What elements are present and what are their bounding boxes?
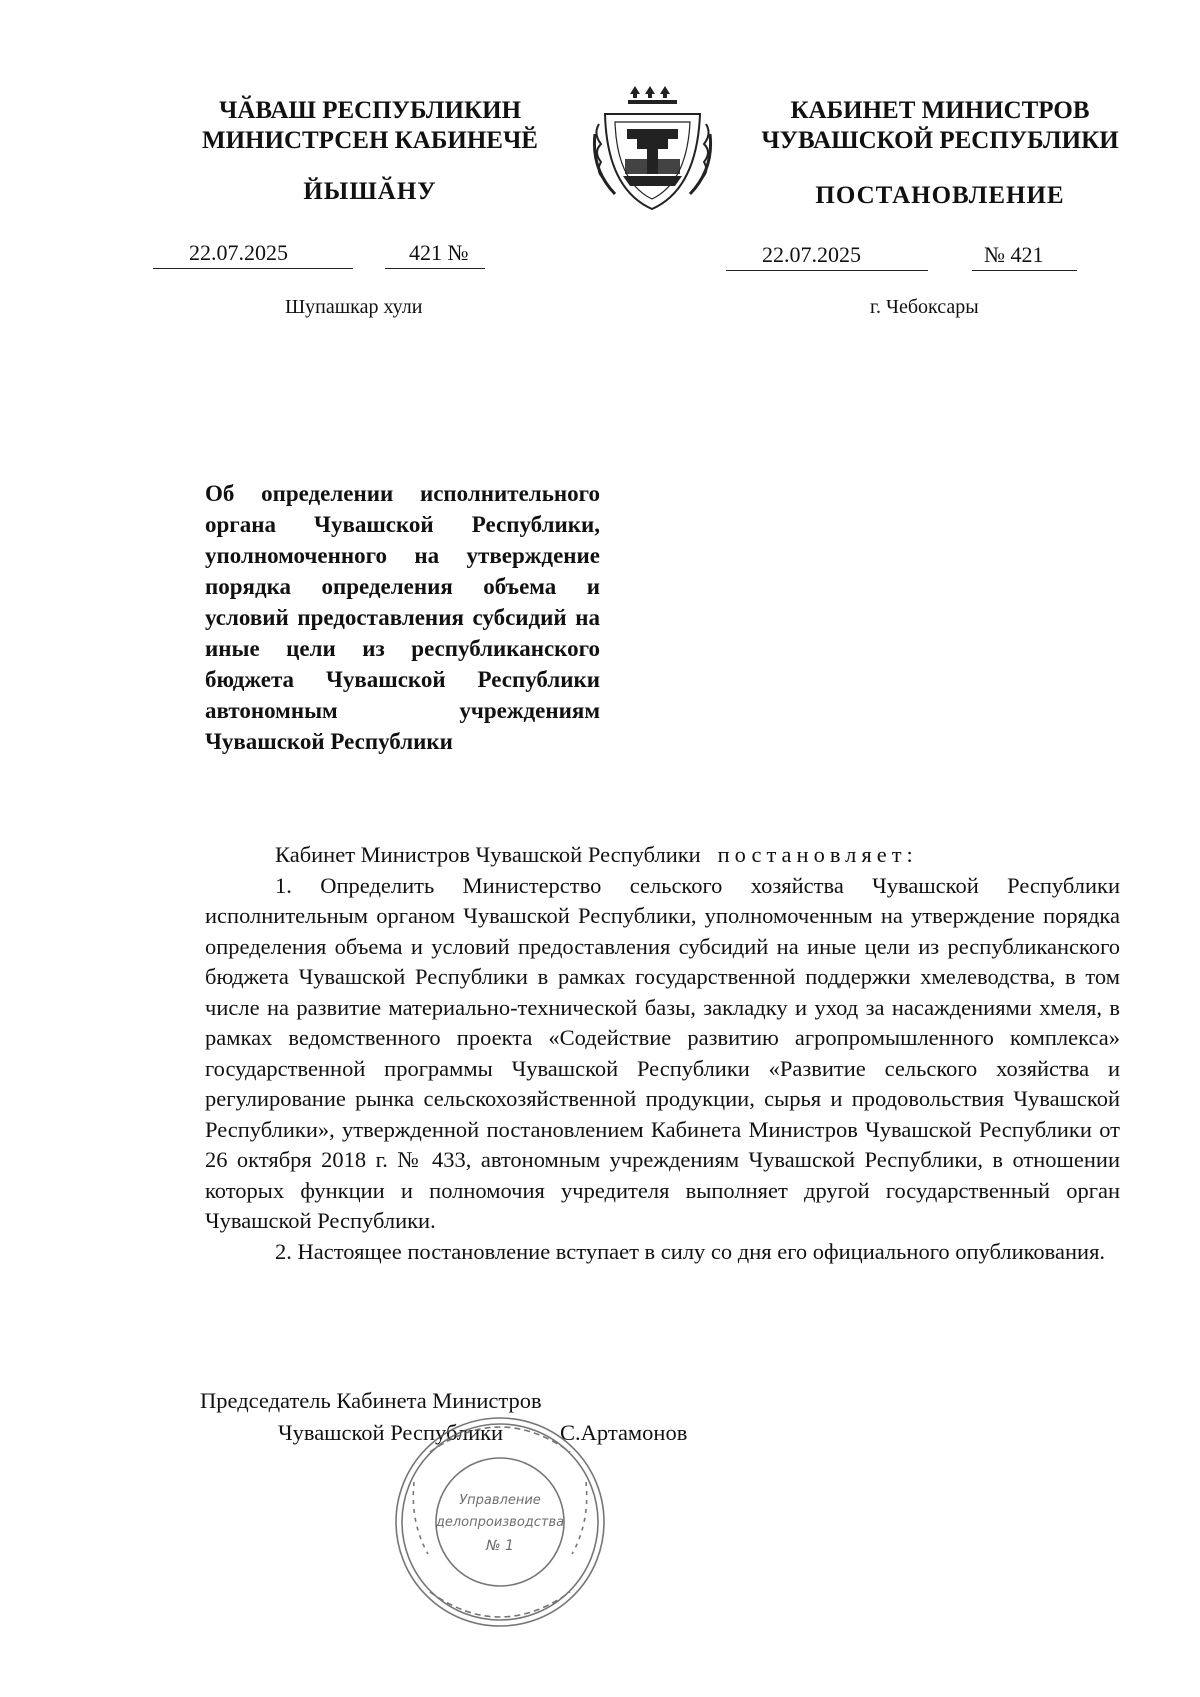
header-ru-line1: КАБИНЕТ МИНИСТРОВ <box>790 97 1090 124</box>
stamp-inner-line2: делопроизводства <box>435 1515 565 1530</box>
preamble-subject: Кабинет Министров Чувашской Республики <box>275 842 701 867</box>
ru-number-line <box>972 242 1077 271</box>
header-cv-doc-type: ЙЫШӐНУ <box>303 178 437 205</box>
cv-date: 22.07.2025 <box>189 240 288 265</box>
preamble <box>205 840 1120 871</box>
ru-place: г. Чебоксары <box>870 296 979 318</box>
signature-position-line2: Чувашской Республики <box>278 1420 504 1445</box>
chuvash-emblem-icon <box>585 74 720 214</box>
cv-place: Шупашкар хули <box>285 296 423 318</box>
header-ru-line2: ЧУВАШСКОЙ РЕСПУБЛИКИ <box>761 127 1119 154</box>
signature-name: С.Артамонов <box>560 1420 688 1445</box>
signature-position-line1: Председатель Кабинета Министров <box>200 1388 542 1413</box>
header-ru <box>740 96 1140 156</box>
header-ru-doc-type: ПОСТАНОВЛЕНИЕ <box>815 182 1065 209</box>
header-cv-line1: ЧӐВАШ РЕСПУБЛИКИН <box>218 97 522 124</box>
ru-date-line <box>726 242 928 271</box>
document-body <box>205 840 1120 1267</box>
item-1: 1. Определить Министерство сельского хозяйства Чувашской Республики исполнительным органом Чувашской Республики, уполномоченным на утверждение порядка определения объема и условий предоставления субсидий на иные цели из республиканского бюджета Чувашской Республики в рамках государственной поддержки хмелеводства, в том числе на развитие материально-технической базы, закладку и уход за насаждениями хмеля, в рамках ведомственного проекта «Содействие развитию агропромышленного комплекса» государственной программы Чувашской Республики «Развитие сельского хозяйства и регулирование рынка сельскохозяйственной продукции, сырья и продовольствия Чувашской Республики», утвержденной постановлением Кабинета Министров Чувашской Республики от 26 октября 2018 г. № 433, автономным учреждениям Чувашской Республики, в отношении которых функции и полномочия учредителя выполняет другой государственный орган Чувашской Республики. <box>205 872 1120 1233</box>
item-2: 2. Настоящее постановление вступает в силу со дня его официального опубликования. <box>275 1238 1106 1264</box>
cv-number-line <box>385 240 485 269</box>
cv-date-line <box>153 240 353 269</box>
preamble-verb: постановляет: <box>717 842 918 867</box>
official-stamp-icon <box>390 1412 610 1632</box>
cv-number: 421 № <box>409 240 469 265</box>
stamp-inner-line1: Управление <box>459 1493 541 1508</box>
stamp-inner-line3: № 1 <box>486 1538 514 1554</box>
ru-date: 22.07.2025 <box>762 242 861 267</box>
ru-number: № 421 <box>984 242 1044 267</box>
header-cv <box>150 96 590 156</box>
header-cv-line2: МИНИСТРСЕН КАБИНЕЧӖ <box>202 127 538 154</box>
document-title: Об определении исполнительного органа Чувашской Республики, уполномоченного на утверждение порядка определения объема и условий предоставления субсидий на иные цели из республиканского бюджета Чувашской Республики автономным учреждениям Чувашской Республики <box>205 481 600 754</box>
